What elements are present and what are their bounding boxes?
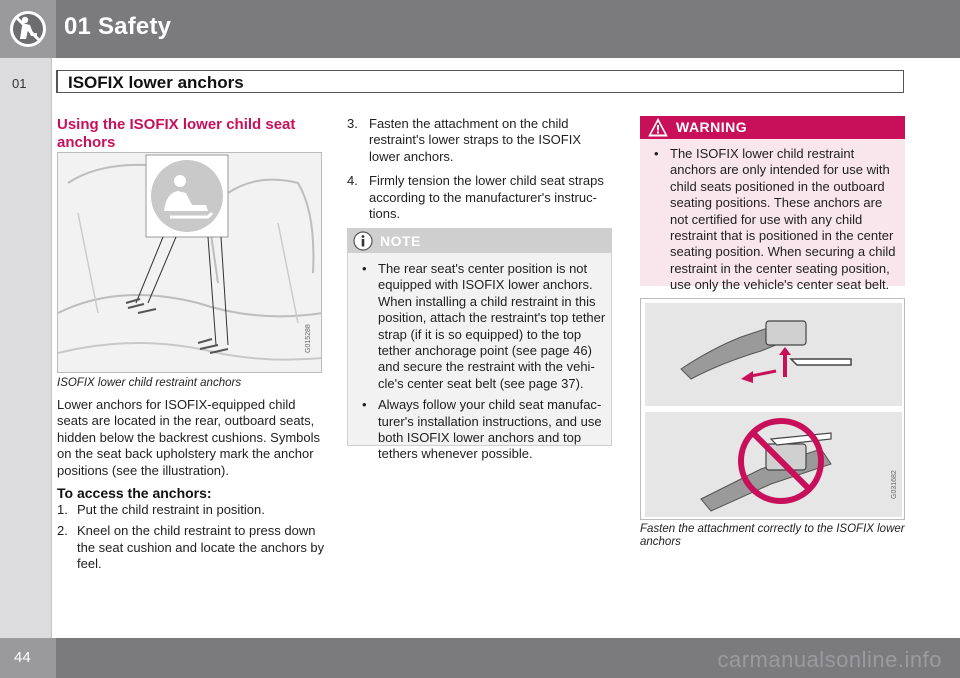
isofix-attachment-illustration	[640, 298, 905, 520]
chapter-tab-number: 01	[12, 76, 27, 91]
chapter-icon-box	[0, 0, 56, 58]
note-label: NOTE	[380, 233, 421, 249]
list-item	[57, 502, 327, 518]
step-number: 3.	[347, 116, 358, 131]
figure1-caption: ISOFIX lower child restraint anchors	[57, 377, 242, 389]
figure2-caption: Fasten the attachment correctly to the ISOFIX lower anchors	[640, 523, 905, 548]
fasten-steps-list	[347, 116, 615, 227]
info-icon	[353, 231, 373, 251]
list-item	[347, 116, 615, 165]
page-number-box	[0, 638, 56, 678]
note-list	[362, 261, 607, 468]
section-title: ISOFIX lower anchors	[68, 73, 244, 92]
note-header	[348, 229, 611, 253]
step-text: Kneel on the child restraint to press down the seat cushion and locate the anchors by feel.	[77, 523, 325, 572]
chapter-header	[0, 0, 960, 58]
step-number: 2.	[57, 523, 68, 539]
step-text: Firmly tension the lower child seat straps according to the manufacturer's instructions.	[369, 173, 604, 222]
step-number: 4.	[347, 173, 358, 189]
list-item: • Always follow your child seat manufacturer's installation instructions, and use both ISOFIX lower anchors and top tethers whenever possible.	[362, 397, 607, 463]
warning-label: WARNING	[676, 119, 748, 135]
seat-anchor-drawing	[58, 153, 322, 373]
attachment-drawing	[641, 299, 905, 520]
page-footer	[0, 638, 960, 678]
step-number: 1.	[57, 502, 68, 517]
chapter-title: 01 Safety	[64, 13, 172, 40]
figure-code: G031682	[891, 470, 898, 499]
access-steps-list	[57, 502, 327, 578]
list-item	[347, 173, 615, 222]
list-item: • The ISOFIX lower child restraint anchors are only intended for use with child seats positioned in the outboard seating positions. These anchors are not certified for use with any child restraint that is positioned in the center seating position. When securing a child restraint in the center seating position, use only the vehicle's center seat belt.	[654, 146, 899, 294]
anchor-location-paragraph: Lower anchors for ISOFIX-equipped child seats are located in the rear, outboard seats, hidden below the backrest cushions. Symbols on the seat back upholstery mark the anchor positions (see the illustration).	[57, 397, 321, 478]
section-title-bar	[56, 70, 904, 93]
note-box	[347, 228, 612, 462]
step-text: Put the child restraint in position.	[77, 502, 265, 517]
list-item	[57, 523, 327, 572]
warning-triangle-icon	[648, 118, 668, 137]
isofix-anchor-illustration	[57, 152, 322, 373]
step-text: Fasten the attachment on the child restraint's lower straps to the ISOFIX lower anchors.	[369, 116, 581, 164]
warning-list	[654, 146, 899, 299]
column1-heading: Using the ISOFIX lower child seat anchors	[57, 116, 296, 151]
access-anchors-subheading: To access the anchors:	[57, 485, 212, 501]
warning-box	[640, 116, 905, 293]
list-item: • The rear seat's center position is not equipped with ISOFIX lower anchors. When installing a child restraint in this position, attach the restraint's top tether strap (if it is so equipped) to the top tether anchorage point (see page 46) and secure the restraint with the vehicle's center seat belt (see page 37).	[362, 261, 607, 392]
seatbelt-icon	[8, 9, 48, 49]
watermark: carmanualsonline.info	[717, 647, 942, 672]
page-number: 44	[14, 649, 31, 666]
warning-header	[640, 116, 905, 139]
figure-code: G015288	[305, 324, 312, 353]
chapter-tab-strip	[0, 58, 52, 638]
